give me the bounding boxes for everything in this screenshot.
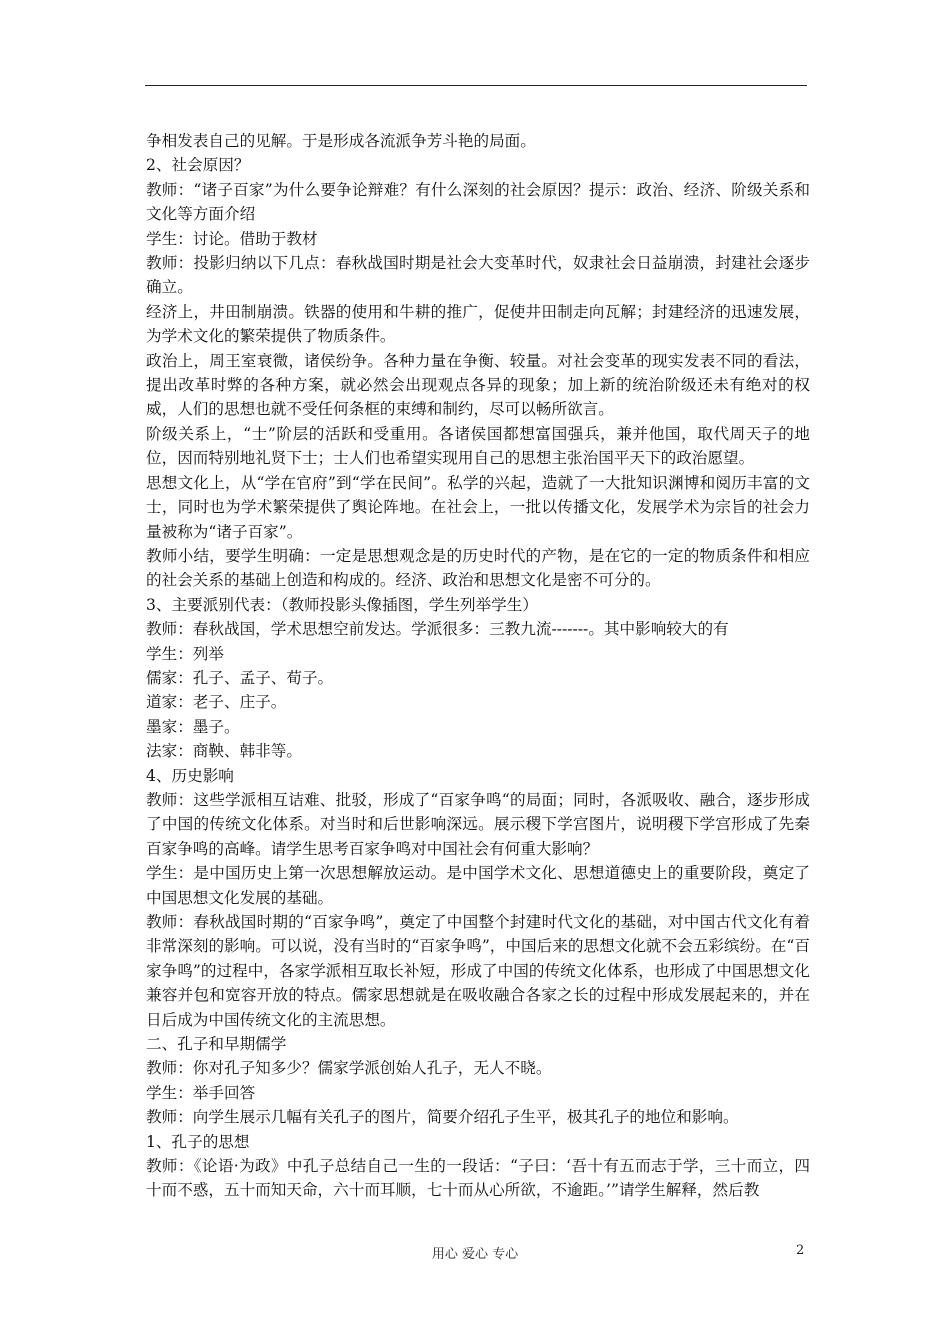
paragraph: 经济上，井田制崩溃。铁器的使用和牛耕的推广，促使井田制走向瓦解；封建经济的迅速发展，为学术文化的繁荣提供了物质条件。 [146, 302, 810, 346]
paragraph: 教师：“诸子百家”为什么要争论辩难？有什么深刻的社会原因？提示：政治、经济、阶级关系和文化等方面介绍 [146, 180, 810, 224]
document-body [146, 129, 810, 1203]
section-heading: 2、社会原因？ [146, 156, 250, 175]
paragraph: 争相发表自己的见解。于是形成各流派争芳斗艳的局面。 [146, 132, 536, 150]
list-item: 墨家：墨子。 [146, 717, 240, 736]
paragraph: 教师：向学生展示几幅有关孔子的图片，简要介绍孔子生平，极其孔子的地位和影响。 [146, 1108, 739, 1127]
list-item: 法家：商鞅、韩非等。 [146, 742, 302, 761]
paragraph: 学生：讨论。借助于教材 [146, 229, 318, 248]
section-heading: 二、孔子和早期儒学 [146, 1035, 287, 1054]
paragraph: 教师：《论语·为政》中孔子总结自己一生的一段话：“子曰：‘吾十有五而志于学，三十而立，四十而不惑，五十而知天命，六十而耳顺，七十而从心所欲，不逾距。’”请学生解释，然后教 [146, 1157, 810, 1200]
paragraph: 教师：这些学派相互诘难、批驳，形成了“百家争鸣“的局面；同时，各派吸收、融合，逐步形成了中国的传统文化体系。对当时和后世影响深远。展示稷下学宫图片，说明稷下学宫形成了先秦百家争鸣的高峰。请学生思考百家争鸣对中国社会有何重大影响？ [146, 790, 810, 858]
section-heading: 3、主要派别代表：（教师投影头像插图，学生列举学生） [146, 595, 538, 614]
paragraph: 教师小结，要学生明确：一定是思想观念是的历史时代的产物，是在它的一定的物质条件和相应的社会关系的基础上创造和构成的。经济、政治和思想文化是密不可分的。 [146, 546, 810, 590]
footer-motto: 用心 爱心 专心 [431, 1247, 519, 1262]
paragraph: 学生：是中国历史上第一次思想解放运动。是中国学术文化、思想道德史上的重要阶段，奠定了中国思想文化发展的基础。 [146, 864, 810, 907]
paragraph: 教师：你对孔子知多少？儒家学派创始人孔子，无人不晓。 [146, 1059, 552, 1078]
paragraph: 教师：春秋战国，学术思想空前发达。学派很多：三教九流-------。其中影响较大的有 [146, 620, 729, 639]
section-heading: 4、历史影响 [146, 766, 234, 785]
paragraph: 学生：列举 [146, 644, 224, 663]
paragraph: 教师：投影归纳以下几点：春秋战国时期是社会大变革时代，奴隶社会日益崩溃，封建社会逐步确立。 [146, 254, 810, 297]
list-item: 儒家：孔子、孟子、荀子。 [146, 668, 334, 687]
paragraph: 阶级关系上，“士”阶层的活跃和受重用。各诸侯国都想富国强兵，兼并他国，取代周天子的地位，因而特别地礼贤下士；士人们也希望实现用自己的思想主张治国平天下的政治愿望。 [146, 424, 810, 468]
list-item: 道家：老子、庄子。 [146, 693, 287, 712]
header-rule [145, 85, 807, 86]
section-heading: 1、孔子的思想 [146, 1132, 250, 1151]
paragraph: 教师：春秋战国时期的“百家争鸣”，奠定了中国整个封建时代文化的基础，对中国古代文化有着非常深刻的影响。可以说，没有当时的“百家争鸣”，中国后来的思想文化就不会五彩缤纷。在“百家争鸣”的过程中，各家学派相互取长补短，形成了中国的传统文化体系，也形成了中国思想文化兼容并包和宽容开放的特点。儒家思想就是在吸收融合各家之长的过程中形成发展起来的，并在日后成为中国传统文化的主流思想。 [146, 913, 810, 1029]
page-number: 2 [796, 1243, 805, 1258]
paragraph: 政治上，周王室衰微，诸侯纷争。各种力量在争衡、较量。对社会变革的现实发表不同的看法，提出改革时弊的各种方案，就必然会出现观点各异的现象；加上新的统治阶级还未有绝对的权威，人们的思想也就不受任何条框的束缚和制约，尽可以畅所欲言。 [146, 351, 810, 419]
paragraph: 学生：举手回答 [146, 1083, 256, 1102]
paragraph: 思想文化上，从“学在官府”到“学在民间”。私学的兴起，造就了一大批知识渊博和阅历丰富的文士，同时也为学术繁荣提供了舆论阵地。在社会上，一批以传播文化，发展学术为宗旨的社会力量被称为“诸子百家”。 [146, 473, 810, 541]
